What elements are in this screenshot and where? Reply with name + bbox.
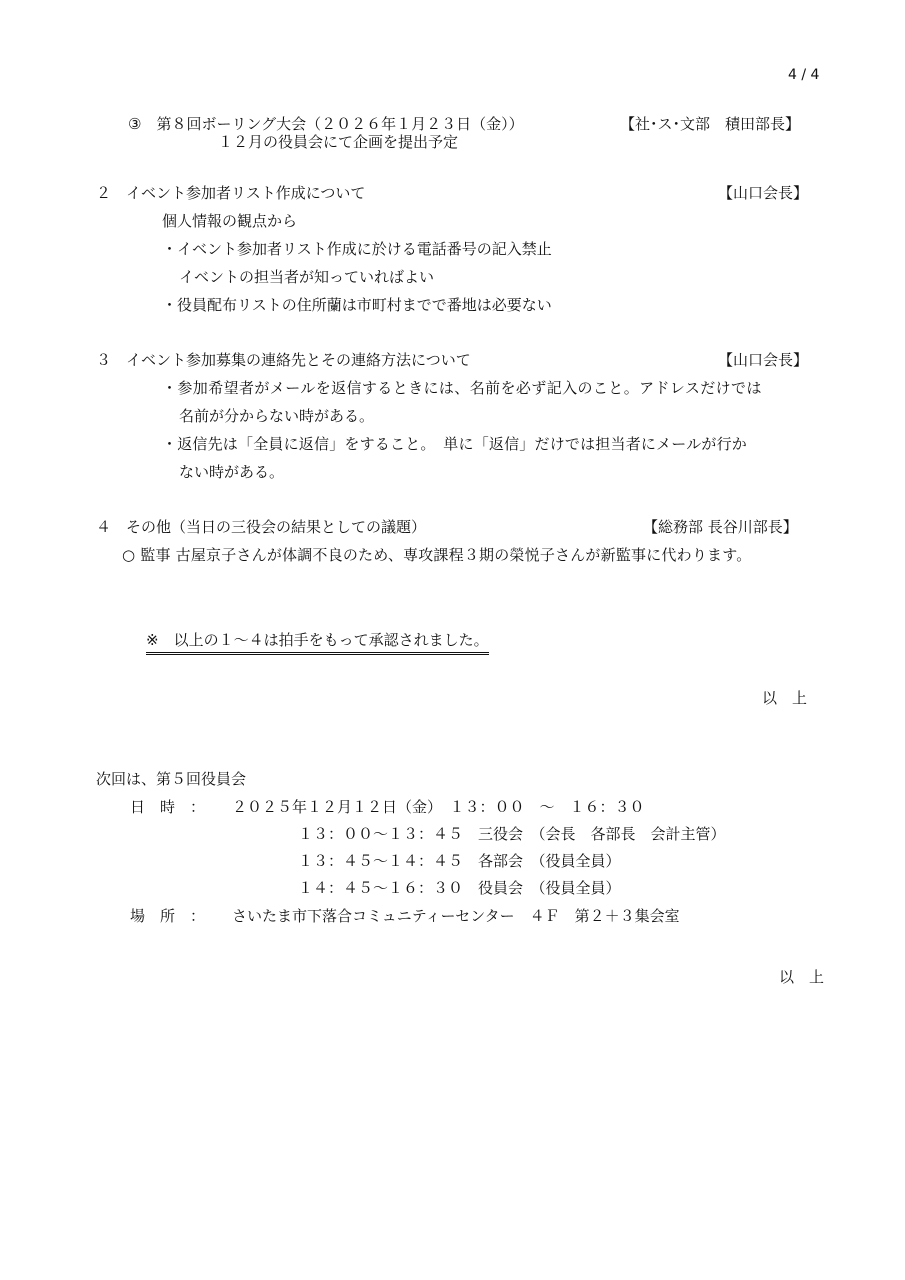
section2-line: 個人情報の観点から <box>162 212 298 230</box>
section3-heading: ３ イベント参加募集の連絡先とその連絡方法について <box>96 351 471 369</box>
section4-tag: 【総務部 長谷川部長】 <box>643 518 798 536</box>
closing-mark: 以 上 <box>779 968 825 986</box>
section2-line: ・イベント参加者リスト作成に於ける電話番号の記入禁止 <box>162 240 552 258</box>
section3-line: ない時がある。 <box>179 463 285 481</box>
section2-tag: 【山口会長】 <box>718 184 809 202</box>
schedule-row: １４：４５～１６：３０ 役員会 （役員全員） <box>298 879 621 897</box>
place-value: さいたま市下落合コミュニティーセンター ４Ｆ 第２＋３集会室 <box>232 907 680 925</box>
section3-line: ・返信先は「全員に返信」をすること。 単に「返信」だけでは担当者にメールが行か <box>162 435 748 453</box>
schedule-row: １３：００～１３：４５ 三役会 （会長 各部長 会計主管） <box>298 825 726 843</box>
section3-tag: 【山口会長】 <box>718 351 809 369</box>
item3-title: ③ 第８回ボーリング大会（２０２６年１月２３日（金）） <box>128 115 524 133</box>
next-meeting-title: 次回は、第５回役員会 <box>96 770 247 788</box>
schedule-row: １３：４５～１４：４５ 各部会 （役員全員） <box>298 852 621 870</box>
item3-tag: 【社･ス･文部 積田部長】 <box>620 115 801 133</box>
closing-mark: 以 上 <box>762 689 808 707</box>
section3-line: ・参加希望者がメールを返信するときには、名前を必ず記入のこと。アドレスだけでは <box>162 379 762 397</box>
approval-note: ※ 以上の１～４は拍手をもって承認されました。 <box>146 631 489 655</box>
section4-line: ○ 監事 古屋京子さんが体調不良のため、専攻課程３期の榮悦子さんが新監事に代わります。 <box>122 546 752 564</box>
section4-heading: ４ その他（当日の三役会の結果としての議題） <box>96 518 427 536</box>
place-label: 場 所 ： <box>130 907 206 925</box>
section2-heading: ２ イベント参加者リスト作成について <box>96 184 366 202</box>
section3-line: 名前が分からない時がある。 <box>179 407 375 425</box>
date-value: ２０２５年１２月１２日（金） １３：００ ～ １６：３０ <box>232 798 645 816</box>
date-label: 日 時 ： <box>130 798 206 816</box>
page-number: 4 / 4 <box>788 67 820 83</box>
section2-line: イベントの担当者が知っていればよい <box>179 268 435 286</box>
section2-line: ・役員配布リストの住所蘭は市町村までで番地は必要ない <box>162 296 552 314</box>
item3-note: １２月の役員会にて企画を提出予定 <box>218 133 459 151</box>
